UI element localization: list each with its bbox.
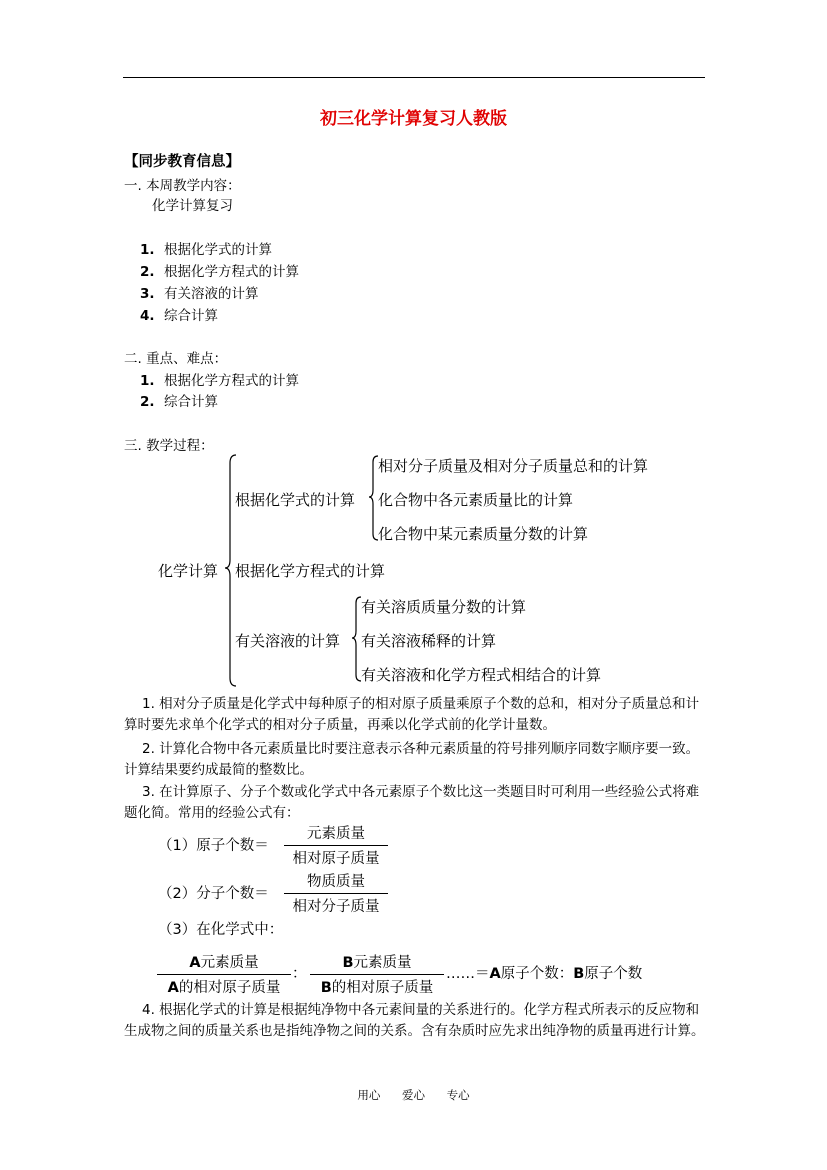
formula1-denominator: 相对原子质量 <box>292 851 380 867</box>
tree-branch-solution: 有关溶液的计算 <box>235 632 341 650</box>
formula3-fraction-a: A元素质量 A的相对原子质量 <box>157 951 291 997</box>
section3-heading: 三. 教学过程： <box>124 438 214 454</box>
paragraph-2: 2. 计算化合物中各元素质量比时要注意表示各种元素质量的符号排列顺序同数字顺序要一致。计算结果要约成最简的整数比。 <box>124 741 700 778</box>
paragraph-3: 3. 在计算原子、分子个数或化学式中各元素原子个数比这一类题目时可利用一些经验公式将难题化简。常用的经验公式有： <box>124 784 700 821</box>
tree-branch-formula: 根据化学式的计算 <box>235 491 356 509</box>
list-item: 4. 综合计算 <box>140 308 218 324</box>
list-item: 3. 有关溶液的计算 <box>140 286 259 302</box>
formula1-numerator: 元素质量 <box>307 826 365 842</box>
section1-heading: 一. 本周教学内容： <box>124 178 241 194</box>
tree-branch-equation: 根据化学方程式的计算 <box>235 562 386 580</box>
tree-leaf: 化合物中各元素质量比的计算 <box>378 491 574 509</box>
list-item: 1. 根据化学式的计算 <box>140 242 272 258</box>
section1-subtitle: 化学计算复习 <box>152 198 233 214</box>
formula3-fraction-b: B元素质量 B的相对原子质量 <box>310 951 444 997</box>
formula3-separator: ： <box>292 966 307 982</box>
list-item: 1. 根据化学方程式的计算 <box>140 373 299 389</box>
formula2-denominator: 相对分子质量 <box>292 899 380 915</box>
list-item: 2. 根据化学方程式的计算 <box>140 264 299 280</box>
formula3-tail: ……＝A原子个数：B原子个数 <box>446 966 643 982</box>
page-title: 初三化学计算复习人教版 <box>320 109 507 129</box>
page-footer: 用心 爱心 专心 <box>357 1088 470 1102</box>
tree-leaf: 化合物中某元素质量分数的计算 <box>378 525 589 543</box>
formula2-numerator: 物质质量 <box>307 874 365 890</box>
formula2-fraction <box>284 870 388 916</box>
tree-leaf: 有关溶质质量分数的计算 <box>361 598 527 616</box>
tree-leaf: 有关溶液和化学方程式相结合的计算 <box>361 666 602 684</box>
formula3-label: （3）在化学式中： <box>158 922 284 938</box>
tree-leaf: 有关溶液稀释的计算 <box>361 632 497 650</box>
section2-heading: 二. 重点、难点： <box>124 351 228 367</box>
sync-header: 【同步教育信息】 <box>124 154 240 170</box>
tree-root: 化学计算 <box>158 562 219 580</box>
formula2-label: （2）分子个数＝ <box>158 886 269 902</box>
tree-leaf: 相对分子质量及相对分子质量总和的计算 <box>378 457 649 475</box>
formula1-label: （1）原子个数＝ <box>158 838 269 854</box>
paragraph-4: 4. 根据化学式的计算是根据纯净物中各元素间量的关系进行的。化学方程式所表示的反应物和生成物之间的质量关系也是指纯净物之间的关系。含有杂质时应先求出纯净物的质量再进行计算。 <box>124 1002 705 1039</box>
paragraph-1: 1. 相对分子质量是化学式中每种原子的相对原子质量乘原子个数的总和，相对分子质量总和计算时要先求单个化学式的相对分子质量，再乘以化学式前的化学计量数。 <box>124 696 700 733</box>
list-item: 2. 综合计算 <box>140 394 218 410</box>
formula1-fraction <box>284 822 388 868</box>
